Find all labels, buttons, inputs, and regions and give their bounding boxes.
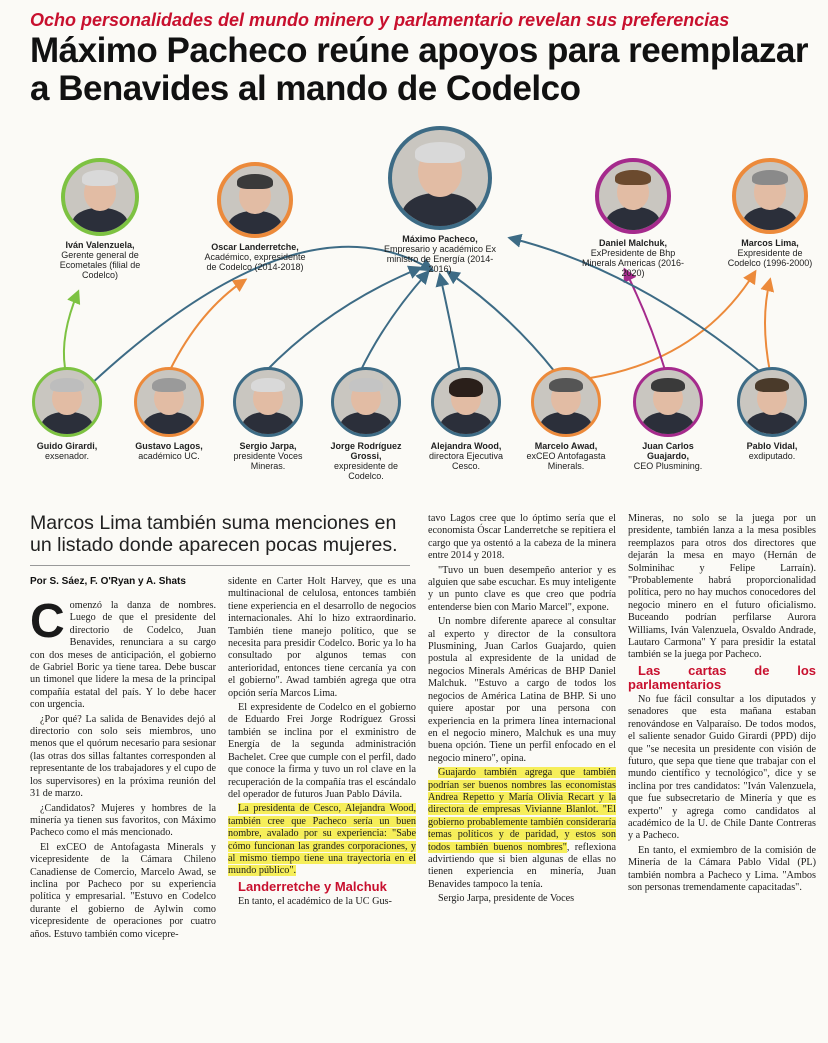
arrow-grossi-pacheco [360, 272, 428, 372]
article-column-4 [628, 513, 816, 896]
paragraph: "Tuvo un buen desempeño anterior y es alguien que sabe escuchar. Es muy inteligente y un punto clave es que creo que podría entenderse bien con Mario Marcel", expone. [428, 564, 616, 613]
paragraph: Mineras, no solo se la juega por un presidente, también lanza a la mesa posibles reemplazos para otros dos directores que dejarán la mesa en mayo (Hernán de Solminihac y Felipe Larraín). "Probablemente habrá proporcionalidad política, pero no hay muchos conocedores del negocio minero en el futuro oficialismo. Buceando podrían perfilarse Aurora Williams, Iván Valenzuela, Osvaldo Andrade, Lautaro Carmona" Y para presidir la estatal también se la juega por Pacheco. [628, 513, 816, 661]
name-jorge-rodriguez-grossi: Jorge Rodríguez Grossi, [330, 441, 402, 461]
name-ivan-valenzuela: Iván Valenzuela, [65, 240, 135, 250]
role-guido-girardi: exsenador. [44, 451, 90, 461]
role-marcos-lima: Expresidente de Codelco (1996-2000) [727, 248, 813, 268]
name-juan-carlos-guajardo: Juan Carlos Guajardo, [642, 441, 694, 461]
paragraph: En tanto, el académico de la UC Gus- [238, 895, 392, 907]
paragraph: Un nombre diferente aparece al consultar al experto y director de la consultora Plusmining, Juan Carlos Guajardo, quien postula al expresidente de la unidad de negocios Minerals Américas de BHP Daniel Malchuk. "Estuvo a cargo de todos los negocios de América Latina de BHP. Si uno quiere apostar por una persona con experiencia en la primera línea internacional en el negocio minero, Malchuk es una muy buena opción. Tiene un perfil enfocado en el negocio minero", opina. [428, 616, 616, 764]
role-marcelo-awad: exCEO Antofagasta Minerals. [526, 451, 606, 471]
photo-ivan-valenzuela [61, 158, 139, 236]
name-alejandra-wood: Alejandra Wood, [430, 441, 502, 451]
name-guido-girardi: Guido Girardi, [36, 441, 98, 451]
arrow-jarpa-pacheco [265, 268, 420, 372]
role-alejandra-wood: directora Ejecutiva Cesco. [428, 451, 504, 471]
role-ivan-valenzuela: Gerente general de Ecometales (filial de Codelco) [59, 250, 141, 280]
role-jorge-rodriguez-grossi: expresidente de Codelco. [333, 461, 399, 481]
name-oscar-landerretche: Oscar Landerretche, [211, 242, 299, 252]
paragraph-highlighted: Guajardo también agrega que también podrían ser buenos nombres las economistas Andrea Repetto y María Olivia Recart y la directora de empresas Vivianne Blanlot. "El gobierno probablemente también consideraría temas políticos y de paridad, y estos son todos también buenos nombres", reflexiona advirtiendo que si bien algunas de ellas no tienen experiencia en minería, Juan Benavides tampoco la tenía. [428, 767, 617, 890]
deck: Marcos Lima también suma menciones en un listado donde aparecen pocas mujeres. [30, 512, 398, 556]
article-column-1 [30, 595, 216, 943]
node-juan-carlos-guajardo [620, 367, 716, 471]
role-maximo-pacheco: Empresario y académico Ex ministro de Energía (2014-2016) [383, 244, 497, 274]
photo-pablo-vidal [737, 367, 807, 437]
paragraph: No fue fácil consultar a los diputados y senadores que esta mañana estaban renovándose en Valparaíso. De todos modos, el saliente senador Guido Girardi (PPD) dijo que "se necesita un presidente con visión de futuro, que sepa que tiene que trabajar con el mundo científico y tecnológico", dice y se inclina por tres candidatos: "Iván Valenzuela, que fue subsecretario de Minería y que es experto" y agrega como candidatos al académico de la U. de Chile Dante Contreras y a Pacheco. [628, 693, 816, 842]
infographic [0, 120, 828, 505]
subhead-landerretche-malchuk: Landerretche y Malchuk [238, 878, 387, 894]
role-pablo-vidal: exdiputado. [748, 451, 796, 461]
node-guido-girardi [26, 367, 108, 461]
role-oscar-landerretche: Académico, expresidente de Codelco (2014-2018) [204, 252, 306, 272]
node-daniel-malchuk [578, 158, 688, 278]
node-gustavo-lagos [124, 367, 214, 461]
role-gustavo-lagos: académico UC. [138, 451, 200, 461]
dropcap: C [30, 595, 65, 648]
photo-gustavo-lagos [134, 367, 204, 437]
name-marcelo-awad: Marcelo Awad, [534, 441, 598, 451]
kicker: Ocho personalidades del mundo minero y parlamentario revelan sus preferencias [30, 10, 730, 30]
name-sergio-jarpa: Sergio Jarpa, [239, 441, 297, 451]
paragraph: ¿Candidatos? Mujeres y hombres de la minería ya tienen sus favoritos, con Máximo Pacheco como el más mencionado. [30, 802, 216, 839]
article-column-2 [228, 576, 416, 910]
node-alejandra-wood [418, 367, 514, 471]
name-gustavo-lagos: Gustavo Lagos, [135, 441, 203, 451]
node-jorge-rodriguez-grossi [318, 367, 414, 481]
node-sergio-jarpa [223, 367, 313, 471]
role-daniel-malchuk: ExPresidente de Bhp Minerals Americas (2016-2020) [581, 248, 685, 278]
photo-guido-girardi [32, 367, 102, 437]
arrow-vidal-lima [765, 280, 770, 372]
node-marcelo-awad [518, 367, 614, 471]
photo-daniel-malchuk [595, 158, 671, 234]
paragraph: El expresidente de Codelco en el gobierno de Eduardo Frei Jorge Rodríguez Grossi también se inclina por el exministro de Energía de la segunda administración Bachelet. Cree que cumple con el perfil, dado que conoce la firma y tuvo un rol clave en la recuperación de la compañía tras el escándalo del operador de futuros Juan Pablo Dávila. [228, 702, 416, 800]
paragraph-lead: Comenzó la danza de nombres. Luego de que el presidente del directorio de Codelco, Juan Benavides, renunciara a su cargo con dos meses de anticipación, el gobierno de Gabriel Boric ya tiene tarea. Debe buscar un timonel que lidere la mesa de la principal compañía estatal del país. Y lo debe hacer con urgencia. [30, 595, 216, 711]
role-sergio-jarpa: presidente Voces Mineras. [233, 451, 303, 471]
paragraph-highlighted: La presidenta de Cesco, Alejandra Wood, también cree que Pacheco sería un buen nombre, avalado por su experiencia: "Sabe cómo funcionan las grandes corporaciones, y al mismo tiempo tiene una trayectoria en el mundo público". [228, 803, 416, 877]
arrow-wood-pacheco [440, 275, 460, 372]
node-marcos-lima [720, 158, 820, 268]
subhead-parlamentarios: Las cartas de los parlamentarios [628, 662, 816, 692]
paragraph: ¿Por qué? La salida de Benavides dejó al directorio con solo seis miembros, uno menos que el quórum necesario para sesionar (las otras dos sillas faltantes corresponden al representante de los trabajadores y el cupo de los supervisores) en la próxima reunión del 31 de marzo. [30, 713, 216, 800]
photo-sergio-jarpa [233, 367, 303, 437]
node-ivan-valenzuela [50, 158, 150, 280]
role-juan-carlos-guajardo: CEO Plusmining. [633, 461, 703, 471]
name-marcos-lima: Marcos Lima, [741, 238, 799, 248]
arrow-awad-lima [590, 272, 755, 378]
divider [30, 565, 410, 566]
name-maximo-pacheco: Máximo Pacheco, [402, 234, 478, 244]
photo-juan-carlos-guajardo [633, 367, 703, 437]
node-maximo-pacheco [380, 126, 500, 274]
article-column-3 [428, 513, 616, 908]
name-daniel-malchuk: Daniel Malchuk, [598, 238, 668, 248]
node-pablo-vidal [728, 367, 816, 461]
photo-maximo-pacheco [388, 126, 492, 230]
byline: Por S. Sáez, F. O'Ryan y A. Shats [30, 576, 186, 587]
arrow-awad-pacheco [448, 272, 555, 372]
name-pablo-vidal: Pablo Vidal, [746, 441, 798, 451]
photo-alejandra-wood [431, 367, 501, 437]
paragraph: El exCEO de Antofagasta Minerals y vicepresidente de la Cámara Chileno Canadiense de Comercio, Marcelo Awad, se inclina por Pacheco por su experiencia política y empresarial. "Estuvo en Codelco durante el gobierno de Aylwin como vicepresidente de operaciones por cuatro años. Estuvo también como vicepre- [30, 841, 216, 940]
photo-marcelo-awad [531, 367, 601, 437]
paragraph: En tanto, el exmiembro de la comisión de Minería de la Cámara Pablo Vidal (PL) también nombra a Pacheco y Lima. "Ambos son personas tremendamente capacitadas". [628, 844, 816, 893]
headline: Máximo Pacheco reúne apoyos para reemplazar a Benavides al mando de Codelco [30, 31, 808, 108]
paragraph: sidente en Carter Holt Harvey, que es una multinacional de celulosa, entonces también tiene experiencia en el desarrollo de negocios internacionales. Ahí lo hizo extraordinario. También tiene manejo político, que se necesita para presidir Codelco. Boric ya lo ha consultado por algunos temas con anterioridad, entonces tiene cercanía ya con el gobierno". Awad también agrega que otra opción sería Marcos Lima. [228, 576, 416, 699]
photo-marcos-lima [732, 158, 808, 234]
arrow-girardi-valenzuela [64, 292, 78, 368]
node-oscar-landerretche [200, 162, 310, 272]
paragraph: tavo Lagos cree que lo óptimo sería que el economista Óscar Landerretche se repitiera el cargo que ya ostentó a la cabeza de la minera entre 2014 y 2018. [428, 513, 616, 562]
photo-oscar-landerretche [217, 162, 293, 238]
paragraph: Sergio Jarpa, presidente de Voces [438, 893, 575, 905]
photo-jorge-rodriguez-grossi [331, 367, 401, 437]
